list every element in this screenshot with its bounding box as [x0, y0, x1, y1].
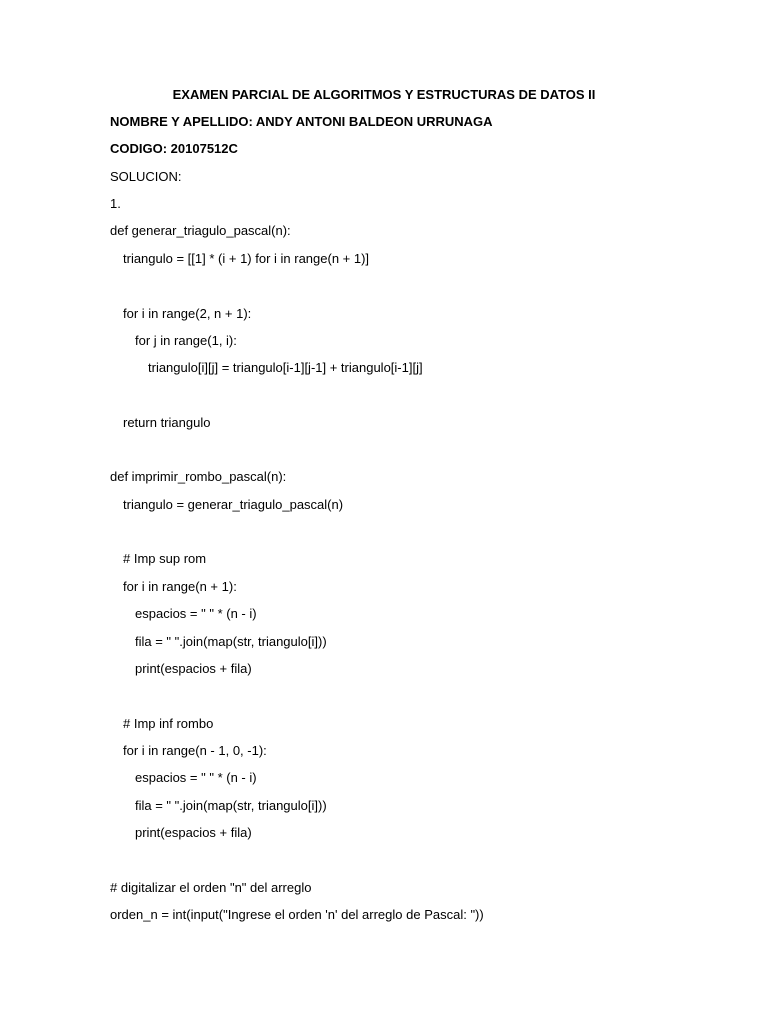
code-line: triangulo = [[1] * (i + 1) for i in range(n + 1)]: [123, 251, 370, 266]
code-line: for j in range(1, i):: [135, 333, 237, 348]
code-line: def imprimir_rombo_pascal(n):: [110, 469, 287, 484]
student-name: NOMBRE Y APELLIDO: ANDY ANTONI BALDEON URRUNAGA: [110, 114, 493, 129]
code-line: for i in range(2, n + 1):: [123, 306, 252, 321]
code-line: print(espacios + fila): [135, 661, 252, 676]
code-line: triangulo = generar_triagulo_pascal(n): [123, 497, 344, 512]
code-line: orden_n = int(input("Ingrese el orden 'n' del arreglo de Pascal: ")): [110, 907, 484, 922]
code-line: def generar_triagulo_pascal(n):: [110, 223, 291, 238]
student-code: CODIGO: 20107512C: [110, 141, 238, 156]
item-number: 1.: [110, 196, 121, 211]
code-line: print(espacios + fila): [135, 825, 252, 840]
document-title: EXAMEN PARCIAL DE ALGORITMOS Y ESTRUCTURAS DE DATOS II: [172, 87, 596, 102]
code-line: fila = " ".join(map(str, triangulo[i])): [135, 634, 327, 649]
solution-label: SOLUCION:: [110, 169, 182, 184]
code-line: espacios = " " * (n - i): [135, 606, 257, 621]
code-line: for i in range(n + 1):: [123, 579, 237, 594]
code-line: return triangulo: [123, 415, 211, 430]
code-line: fila = " ".join(map(str, triangulo[i])): [135, 798, 327, 813]
code-comment: # Imp inf rombo: [123, 716, 214, 731]
code-line: for i in range(n - 1, 0, -1):: [123, 743, 267, 758]
code-comment: # Imp sup rom: [123, 551, 207, 566]
code-comment: # digitalizar el orden "n" del arreglo: [110, 880, 312, 895]
code-line: triangulo[i][j] = triangulo[i-1][j-1] + triangulo[i-1][j]: [148, 360, 423, 375]
code-line: espacios = " " * (n - i): [135, 770, 257, 785]
